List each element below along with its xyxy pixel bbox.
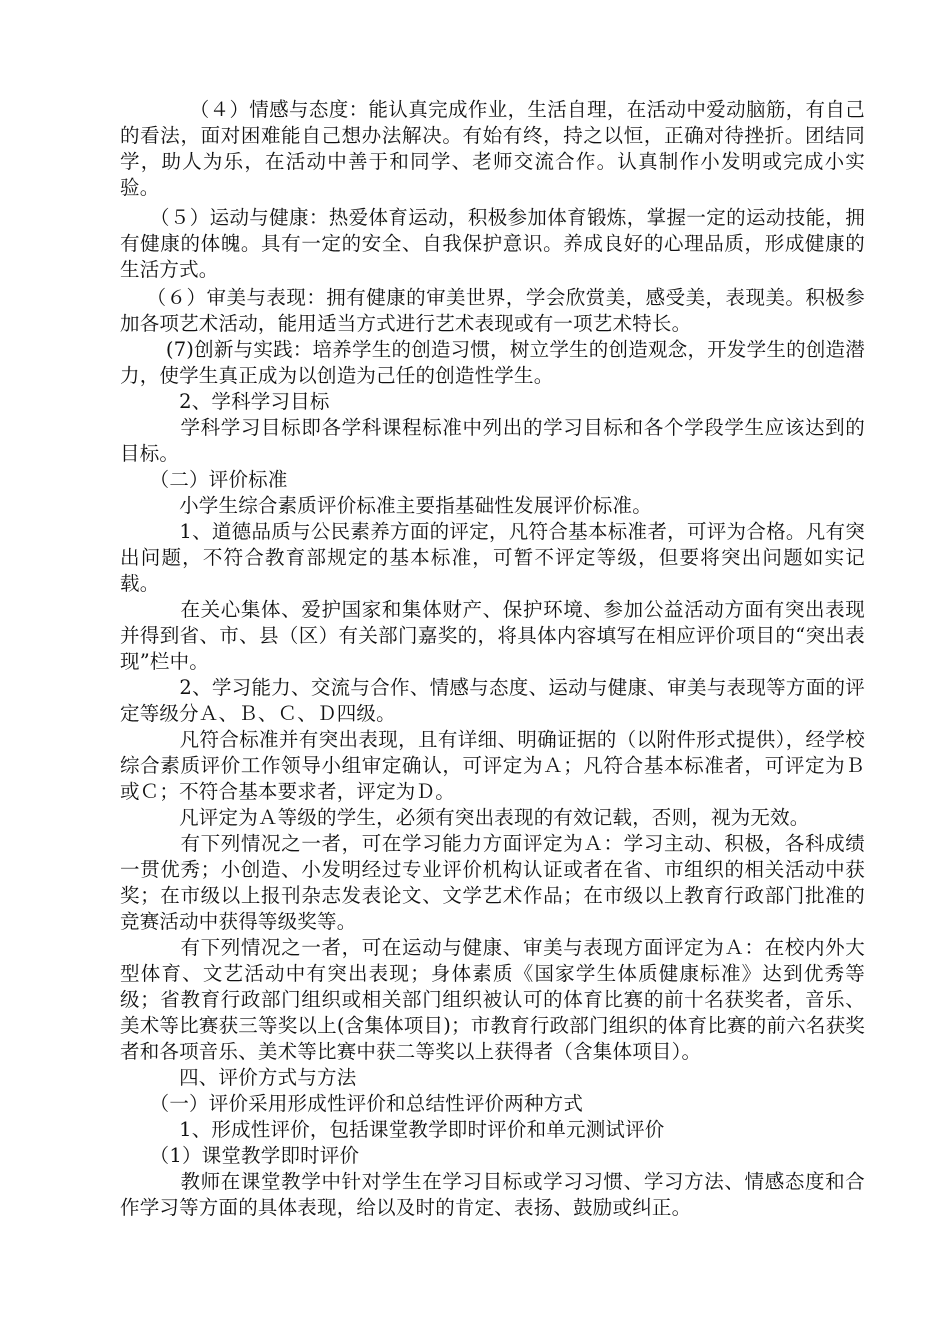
paragraph-subject-goals: 学科学习目标即各学科课程标准中列出的学习目标和各个学段学生应该达到的目标。 (120, 416, 865, 465)
paragraph-outstanding: 在关心集体、爱护国家和集体财产、保护环境、参加公益活动方面有突出表现并得到省、市、县（区）有关部门嘉奖的，将具体内容填写在相应评价项目的“突出表现”栏中。 (120, 598, 865, 673)
paragraph-grade-criteria: 凡符合标准并有突出表现，且有详细、明确证据的（以附件形式提供），经学校综合素质评价工作领导小组审定确认，可评定为Ａ；凡符合基本标准者，可评定为Ｂ或Ｃ；不符合基本要求者，评定为Ｄ。 (120, 728, 865, 803)
paragraph-grade-a-record: 凡评定为Ａ等级的学生，必须有突出表现的有效记载，否则，视为无效。 (120, 806, 810, 829)
heading-evaluation-standard: （二）评价标准 (120, 468, 288, 491)
paragraph-learning-a: 有下列情况之一者，可在学习能力方面评定为Ａ：学习主动、积极，各科成绩一贯优秀；小创造、小发明经过专业评价机构认证或者在省、市组织的相关活动中获奖；在市级以上报刊杂志发表论文、文学艺术作品；在市级以上教育行政部门批准的竞赛活动中获得等级奖等。 (120, 832, 865, 933)
paragraph-classroom: 教师在课堂教学中针对学生在学习目标或学习习惯、学习方法、情感态度和合作学习等方面的具体表现，给以及时的肯定、表扬、鼓励或纠正。 (120, 1170, 865, 1219)
paragraph-sports-art-a: 有下列情况之一者，可在运动与健康、审美与表现方面评定为Ａ：在校内外大型体育、文艺活动中有突出表现；身体素质《国家学生体质健康标准》达到优秀等级；省教育行政部门组织或相关部门组织被认可的体育比赛的前十名获奖者，音乐、美术等比赛获三等奖以上(含集体项目)；市教育行政部门组织的体育比赛的前六名获奖者和各项音乐、美术等比赛中获二等奖以上获得者（含集体项目）。 (120, 936, 865, 1063)
paragraph-standard-intro: 小学生综合素质评价标准主要指基础性发展评价标准。 (120, 494, 652, 517)
paragraph-aesthetics: （６）审美与表现：拥有健康的审美世界，学会欣赏美，感受美，表现美。积极参加各项艺术活动，能用适当方式进行艺术表现或有一项艺术特长。 (120, 286, 865, 335)
paragraph-moral-quality: 1、道德品质与公民素养方面的评定，凡符合基本标准者，可评为合格。凡有突出问题，不符合教育部规定的基本标准，可暂不评定等级，但要将突出问题如实记载。 (120, 520, 865, 595)
heading-formative: 1、形成性评价，包括课堂教学即时评价和单元测试评价 (120, 1118, 665, 1141)
heading-evaluation-methods: 四、评价方式与方法 (120, 1066, 357, 1089)
heading-classroom: （1）课堂教学即时评价 (120, 1144, 360, 1167)
paragraph-innovation: (7)创新与实践：培养学生的创造习惯，树立学生的创造观念，开发学生的创造潜力，使学生真正成为以创造为己任的创造性学生。 (120, 338, 865, 387)
paragraph-grade-levels: 2、学习能力、交流与合作、情感与态度、运动与健康、审美与表现等方面的评定等级分Ａ、Ｂ、Ｃ、Ｄ四级。 (120, 676, 865, 725)
paragraph-sports-health: （５）运动与健康：热爱体育运动，积极参加体育锻炼，掌握一定的运动技能，拥有健康的体魄。具有一定的安全、自我保护意识。养成良好的心理品质，形成健康的生活方式。 (120, 206, 865, 281)
heading-subject-goals: 2、学科学习目标 (120, 390, 330, 413)
paragraph-emotion-attitude: （４）情感与态度：能认真完成作业，生活自理，在活动中爱动脑筋，有自己的看法，面对困难能自己想办法解决。有始有终，持之以恒，正确对待挫折。团结同学，助人为乐，在活动中善于和同学、老师交流合作。认真制作小发明或完成小实验。 (120, 98, 865, 199)
heading-two-methods: （一）评价采用形成性评价和总结性评价两种方式 (120, 1092, 584, 1115)
